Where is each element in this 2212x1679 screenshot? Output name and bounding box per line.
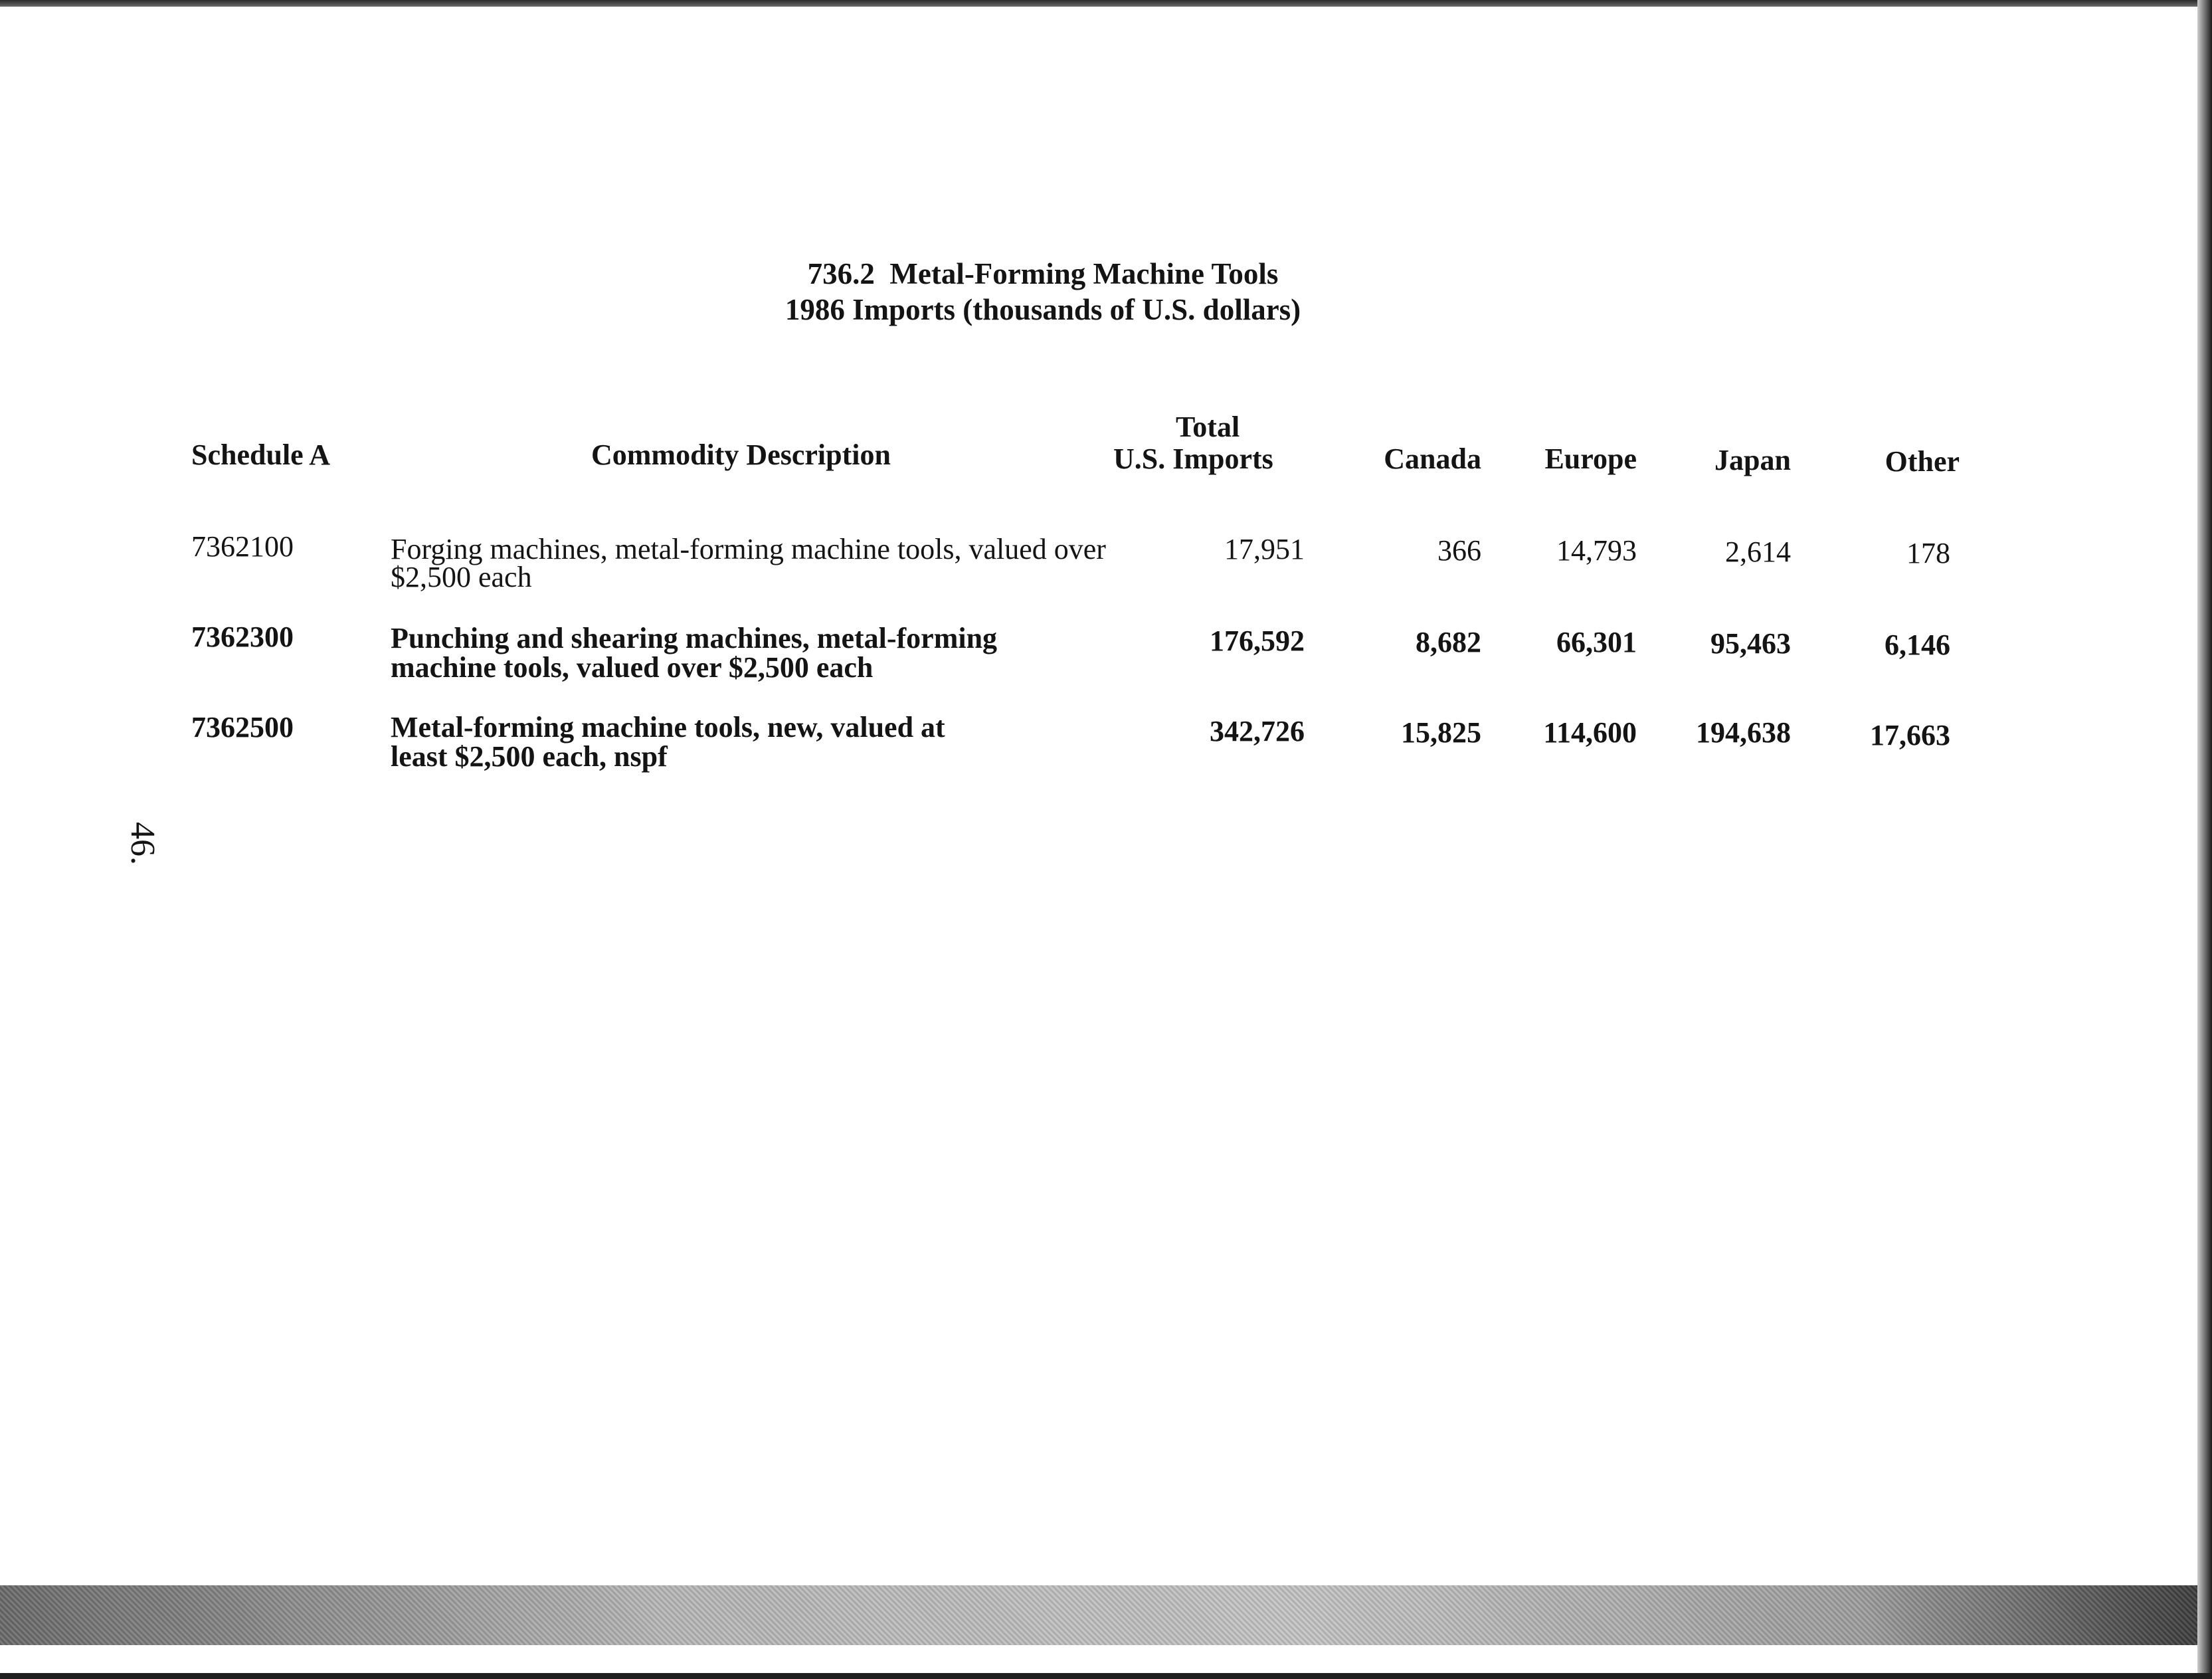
japan-value: 194,638	[1696, 716, 1791, 749]
other-value: 178	[1906, 537, 1950, 569]
europe-value: 14,793	[1556, 534, 1637, 567]
total-imports-value: 17,951	[1224, 533, 1305, 565]
scan-bottom-edge	[0, 1673, 2212, 1679]
header-description: Commodity Description	[591, 439, 891, 471]
total-imports-value: 176,592	[1210, 625, 1305, 657]
header-schedule: Schedule A	[191, 439, 331, 471]
header-other: Other	[1885, 445, 1960, 478]
scan-bottom-band	[0, 1585, 2197, 1645]
commodity-description-line-2: $2,500 each	[391, 561, 532, 593]
title-line-2: 1986 Imports (thousands of U.S. dollars)	[784, 293, 1301, 326]
schedule-code: 7362500	[191, 711, 294, 743]
japan-value: 95,463	[1710, 627, 1791, 660]
header-europe: Europe	[1544, 443, 1637, 475]
header-japan: Japan	[1714, 444, 1791, 476]
japan-value: 2,614	[1725, 536, 1791, 568]
page-title	[664, 256, 1422, 328]
canada-value: 15,825	[1401, 716, 1481, 749]
canada-value: 8,682	[1416, 626, 1481, 658]
other-value: 17,663	[1870, 719, 1950, 751]
title-line-1: 736.2 Metal-Forming Machine Tools	[807, 257, 1279, 290]
commodity-description-line-1: Forging machines, metal-forming machine tools, valued over	[391, 533, 1106, 565]
schedule-code: 7362300	[191, 621, 294, 653]
other-value: 6,146	[1885, 629, 1950, 661]
europe-value: 66,301	[1556, 626, 1637, 658]
commodity-description-line-1: Punching and shearing machines, metal-forming	[391, 622, 998, 654]
europe-value: 114,600	[1543, 716, 1637, 749]
schedule-code: 7362100	[191, 530, 294, 563]
commodity-description-line-2: least $2,500 each, nspf	[391, 740, 668, 773]
scan-top-edge	[0, 0, 2212, 7]
canada-value: 366	[1437, 534, 1481, 567]
header-total-line-2: U.S. Imports	[1113, 443, 1273, 475]
page-number: 46.	[124, 822, 161, 865]
total-imports-value: 342,726	[1210, 715, 1305, 747]
commodity-description-line-2: machine tools, valued over $2,500 each	[391, 651, 874, 684]
commodity-description-line-1: Metal-forming machine tools, new, valued at	[391, 711, 945, 743]
header-canada: Canada	[1384, 443, 1481, 475]
scan-right-edge	[2197, 0, 2212, 1679]
header-total-line-1: Total	[1176, 411, 1240, 443]
